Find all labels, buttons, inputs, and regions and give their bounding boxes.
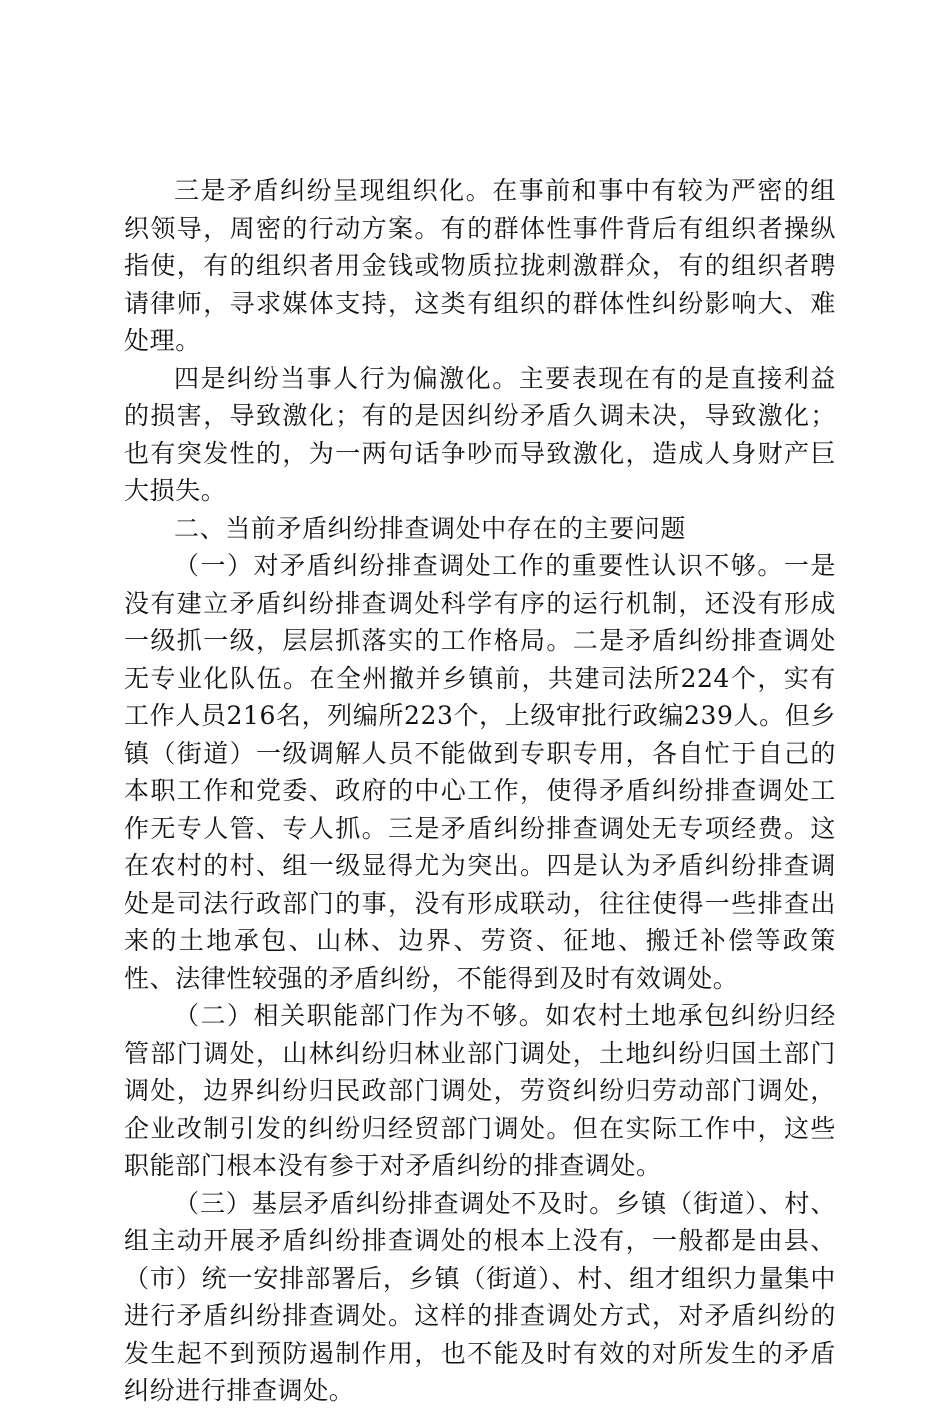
- paragraph-escalation: 四是纠纷当事人行为偏激化。主要表现在有的是直接利益的损害，导致激化；有的是因纠纷矛盾久调未决，导致激化；也有突发性的，为一两句话争吵而导致激化，造成人身财产巨大损失。: [124, 363, 836, 505]
- paragraph-problem-2: （二）相关职能部门作为不够。如农村土地承包纠纷归经管部门调处，山林纠纷归林业部门调处，土地纠纷归国土部门调处，边界纠纷归民政部门调处，劳资纠纷归劳动部门调处，企业改制引发的纠纷归经贸部门调处。但在实际工作中，这些职能部门根本没有参于对矛盾纠纷的排查调处。: [124, 1001, 836, 1180]
- paragraph-organization: 三是矛盾纠纷呈现组织化。在事前和事中有较为严密的组织领导，周密的行动方案。有的群体性事件背后有组织者操纵指使，有的组织者用金钱或物质拉拢刺激群众，有的组织者聘请律师，寻求媒体支持，这类有组织的群体性纠纷影响大、难处理。: [124, 176, 836, 355]
- paragraph-problem-3: （三）基层矛盾纠纷排查调处不及时。乡镇（街道）、村、组主动开展矛盾纠纷排查调处的根本上没有，一般都是由县、（市）统一安排部署后，乡镇（街道）、村、组才组织力量集中进行矛盾纠纷排查调处。这样的排查调处方式，对矛盾纠纷的发生起不到预防遏制作用，也不能及时有效的对所发生的矛盾纠纷进行排查调处。: [124, 1188, 836, 1405]
- section-heading-main-problems: 二、当前矛盾纠纷排查调处中存在的主要问题: [174, 513, 687, 543]
- paragraph-problem-1: （一）对矛盾纠纷排查调处工作的重要性认识不够。一是没有建立矛盾纠纷排查调处科学有序的运行机制，还没有形成一级抓一级，层层抓落实的工作格局。二是矛盾纠纷排查调处无专业化队伍。在全州撤并乡镇前，共建司法所224个，实有工作人员216名，列编所223个，上级审批行政编239人。但乡镇（街道）一级调解人员不能做到专职专用，各自忙于自己的本职工作和党委、政府的中心工作，使得矛盾纠纷排查调处工作无专人管、专人抓。三是矛盾纠纷排查调处无专项经费。这在农村的村、组一级显得尤为突出。四是认为矛盾纠纷排查调处是司法行政部门的事，没有形成联动，往往使得一些排查出来的土地承包、山林、边界、劳资、征地、搬迁补偿等政策性、法律性较强的矛盾纠纷，不能得到及时有效调处。: [124, 551, 836, 993]
- document-body: [124, 172, 836, 1410]
